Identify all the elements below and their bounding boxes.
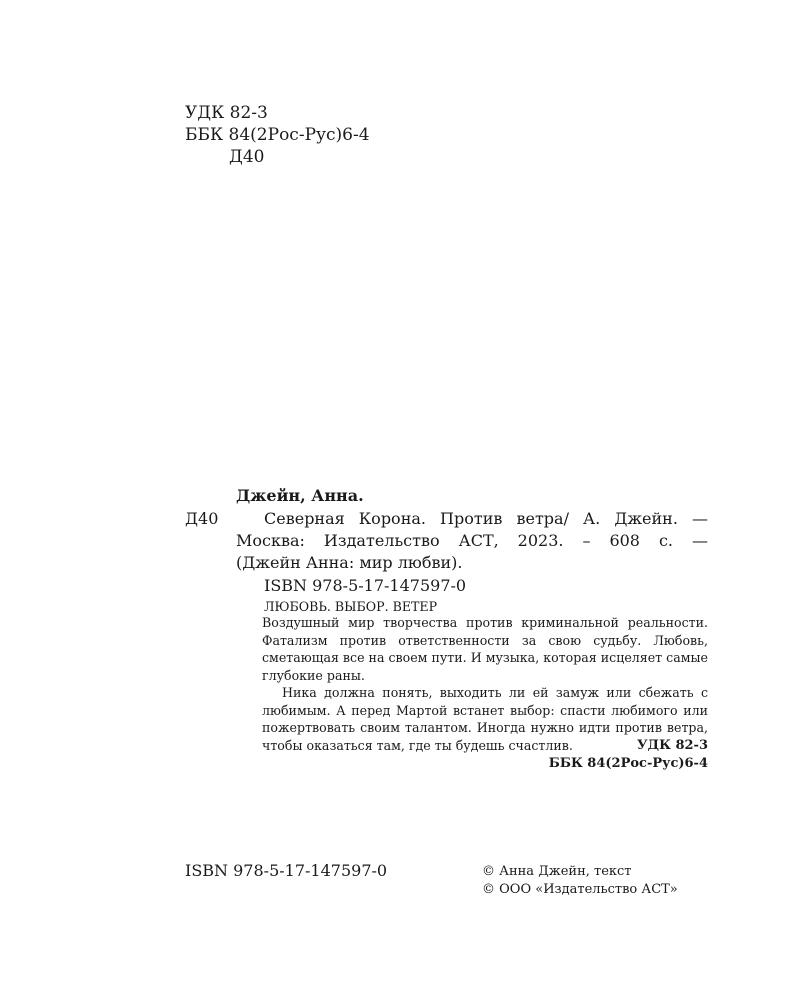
bib-isbn: ISBN 978-5-17-147597-0 xyxy=(264,576,467,595)
header-udk: УДК 82-3 xyxy=(185,103,268,123)
bib-publisher-line: Москва: Издательство АСТ, 2023. – 608 с. — xyxy=(236,531,708,550)
annotation-text xyxy=(262,614,708,754)
bib-series-line: (Джейн Анна: мир любви). xyxy=(236,553,463,572)
bib-author: Джейн, Анна. xyxy=(236,486,364,505)
classification-bbk: ББК 84(2Рос-Рус)6-4 xyxy=(548,756,708,771)
footer-copyright-publisher: © ООО «Издательство АСТ» xyxy=(482,882,678,897)
classification-block xyxy=(549,737,708,773)
annotation-paragraph-2: Ника должна понять, выходить ли ей замуж или сбежать с любимым. А перед Мартой встанет выбор: спасти любимого или пожертвовать своим талантом. Иногда нужно идти против ветра, чтобы оказаться там, где ты будешь счастлив. xyxy=(262,685,708,753)
bib-author-sign: Д40 xyxy=(185,509,219,528)
footer-isbn: ISBN 978-5-17-147597-0 xyxy=(185,861,388,880)
classification-udk: УДК 82-3 xyxy=(637,738,708,753)
header-author-sign: Д40 xyxy=(229,147,265,167)
annotation-paragraph-1: Воздушный мир творчества против криминальной реальности. Фатализм против ответственности за свою судьбу. Любовь, сметающая все на своем пути. И музыка, которая исцеляет самые глубокие раны. xyxy=(262,615,708,683)
annotation-keywords: ЛЮБОВЬ. ВЫБОР. ВЕТЕР xyxy=(264,599,438,614)
footer-copyright-author: © Анна Джейн, текст xyxy=(482,864,632,879)
header-bbk: ББК 84(2Рос-Рус)6-4 xyxy=(185,125,370,145)
bib-title-line: Северная Корона. Против ветра/ А. Джейн. — xyxy=(264,509,708,528)
